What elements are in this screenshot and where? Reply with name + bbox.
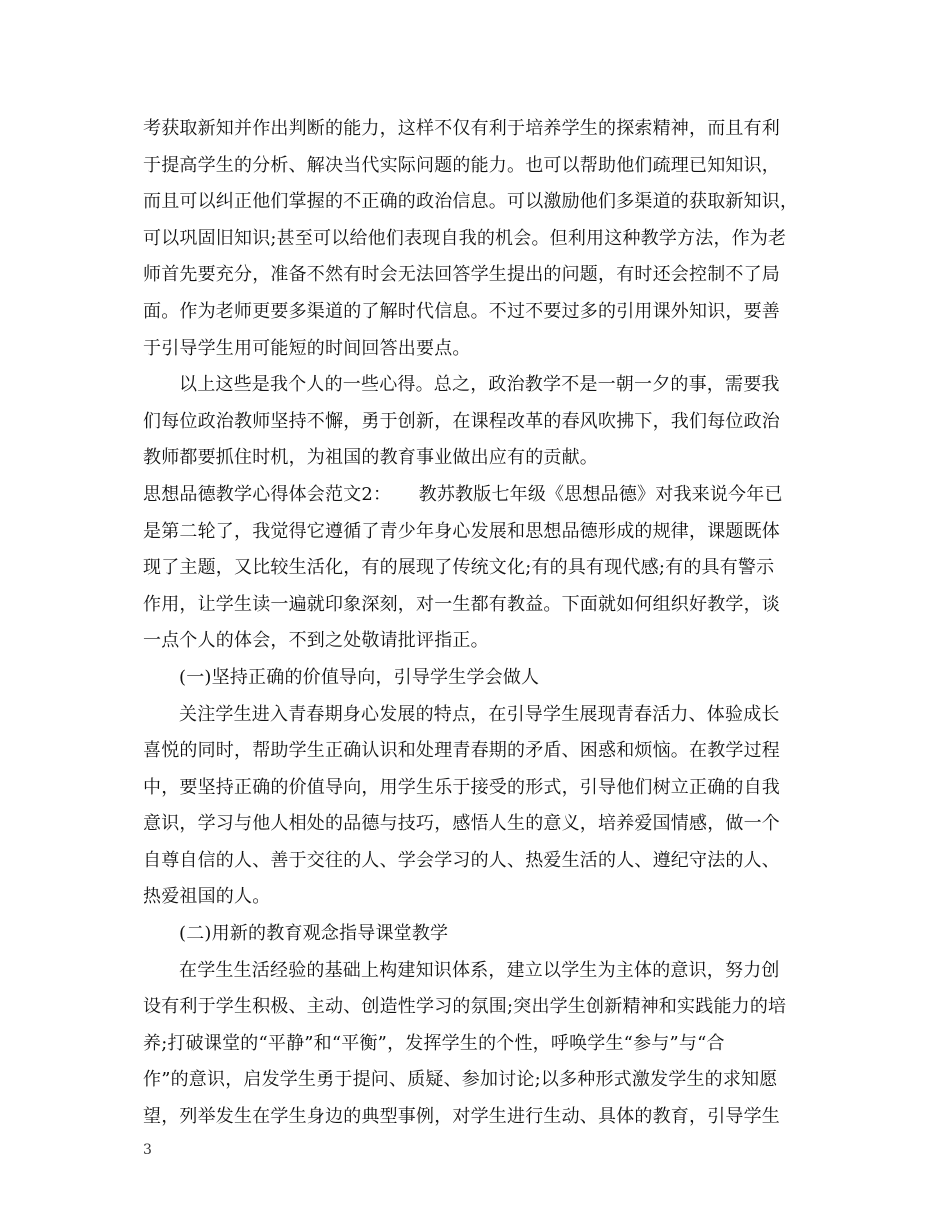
text-line: 们每位政治教师坚持不懈，勇于创新，在课程改革的春风吹拂下，我们每位政治: [143, 410, 780, 432]
paragraph-start-line: 关注学生进入青春期身心发展的特点，在引导学生展现青春活力、体验成长: [179, 703, 780, 725]
text-line: 作”的意识，启发学生勇于提问、质疑、参加讨论;以多种形式激发学生的求知愿: [143, 1069, 778, 1091]
paragraph-start-line: 在学生生活经验的基础上构建知识体系，建立以学生为主体的意识，努力创: [179, 959, 780, 981]
text-line: 一点个人的体会，不到之处敬请批评指正。: [143, 630, 489, 652]
text-line: 师首先要充分，准备不然有时会无法回答学生提出的问题，有时还会控制不了局: [143, 264, 780, 286]
text-line: 可以巩固旧知识;甚至可以给他们表现自我的机会。但利用这种教学方法，作为老: [143, 227, 787, 249]
text-line: 意识，学习与他人相处的品德与技巧，感悟人生的意义，培养爱国情感，做一个: [143, 813, 780, 835]
text-line: 教师都要抓住时机，为祖国的教育事业做出应有的贡献。: [143, 447, 598, 469]
subheading-line: (一)坚持正确的价值导向，引导学生学会做人: [179, 666, 540, 688]
text-line: 是第二轮了，我觉得它遵循了青少年身心发展和思想品德形成的规律，课题既体: [143, 520, 780, 542]
text-line: 自尊自信的人、善于交往的人、学会学习的人、热爱生活的人、遵纪守法的人、: [143, 849, 780, 871]
text-line: 设有利于学生积极、主动、创造性学习的氛围;突出学生创新精神和实践能力的培: [143, 996, 787, 1018]
text-line: 于引导学生用可能短的时间回答出要点。: [143, 337, 471, 359]
text-line: 中，要坚持正确的价值导向，用学生乐于接受的形式，引导他们树立正确的自我: [143, 776, 780, 798]
text-line: 而且可以纠正他们掌握的不正确的政治信息。可以激励他们多渠道的获取新知识，: [143, 191, 799, 213]
text-line: 养;打破课堂的“平静”和“平衡”，发挥学生的个性，呼唤学生“参与”与“合: [143, 1032, 725, 1054]
paragraph-start-line: 以上这些是我个人的一些心得。总之，政治教学不是一朝一夕的事，需要我: [179, 374, 780, 396]
text-line: 面。作为老师更要多渠道的了解时代信息。不过不要过多的引用课外知识，要善: [143, 300, 780, 322]
text-line: 考获取新知并作出判断的能力，这样不仅有利于培养学生的探索精神，而且有利: [143, 118, 780, 139]
text-line: 于提高学生的分析、解决当代实际问题的能力。也可以帮助他们疏理已知知识，: [143, 154, 780, 176]
text-line: 热爱祖国的人。: [143, 886, 271, 908]
subheading-line: (二)用新的教育观念指导课堂教学: [179, 923, 449, 945]
text-line: 作用，让学生读一遍就印象深刻，对一生都有教益。下面就如何组织好教学，谈: [143, 593, 780, 615]
document-body: [143, 111, 828, 1136]
text-line: 现了主题，又比较生活化，有的展现了传统文化;有的具有现代感;有的具有警示: [143, 557, 775, 579]
text-line: 望，列举发生在学生身边的典型事例，对学生进行生动、具体的教育，引导学生: [143, 1106, 780, 1128]
section-title-line: 思想品德教学心得体会范文2： 教苏教版七年级《思想品德》对我来说今年已: [143, 483, 783, 505]
page-number: 3: [143, 1142, 152, 1158]
text-line: 喜悦的同时，帮助学生正确认识和处理青春期的矛盾、困惑和烦恼。在教学过程: [143, 740, 780, 762]
